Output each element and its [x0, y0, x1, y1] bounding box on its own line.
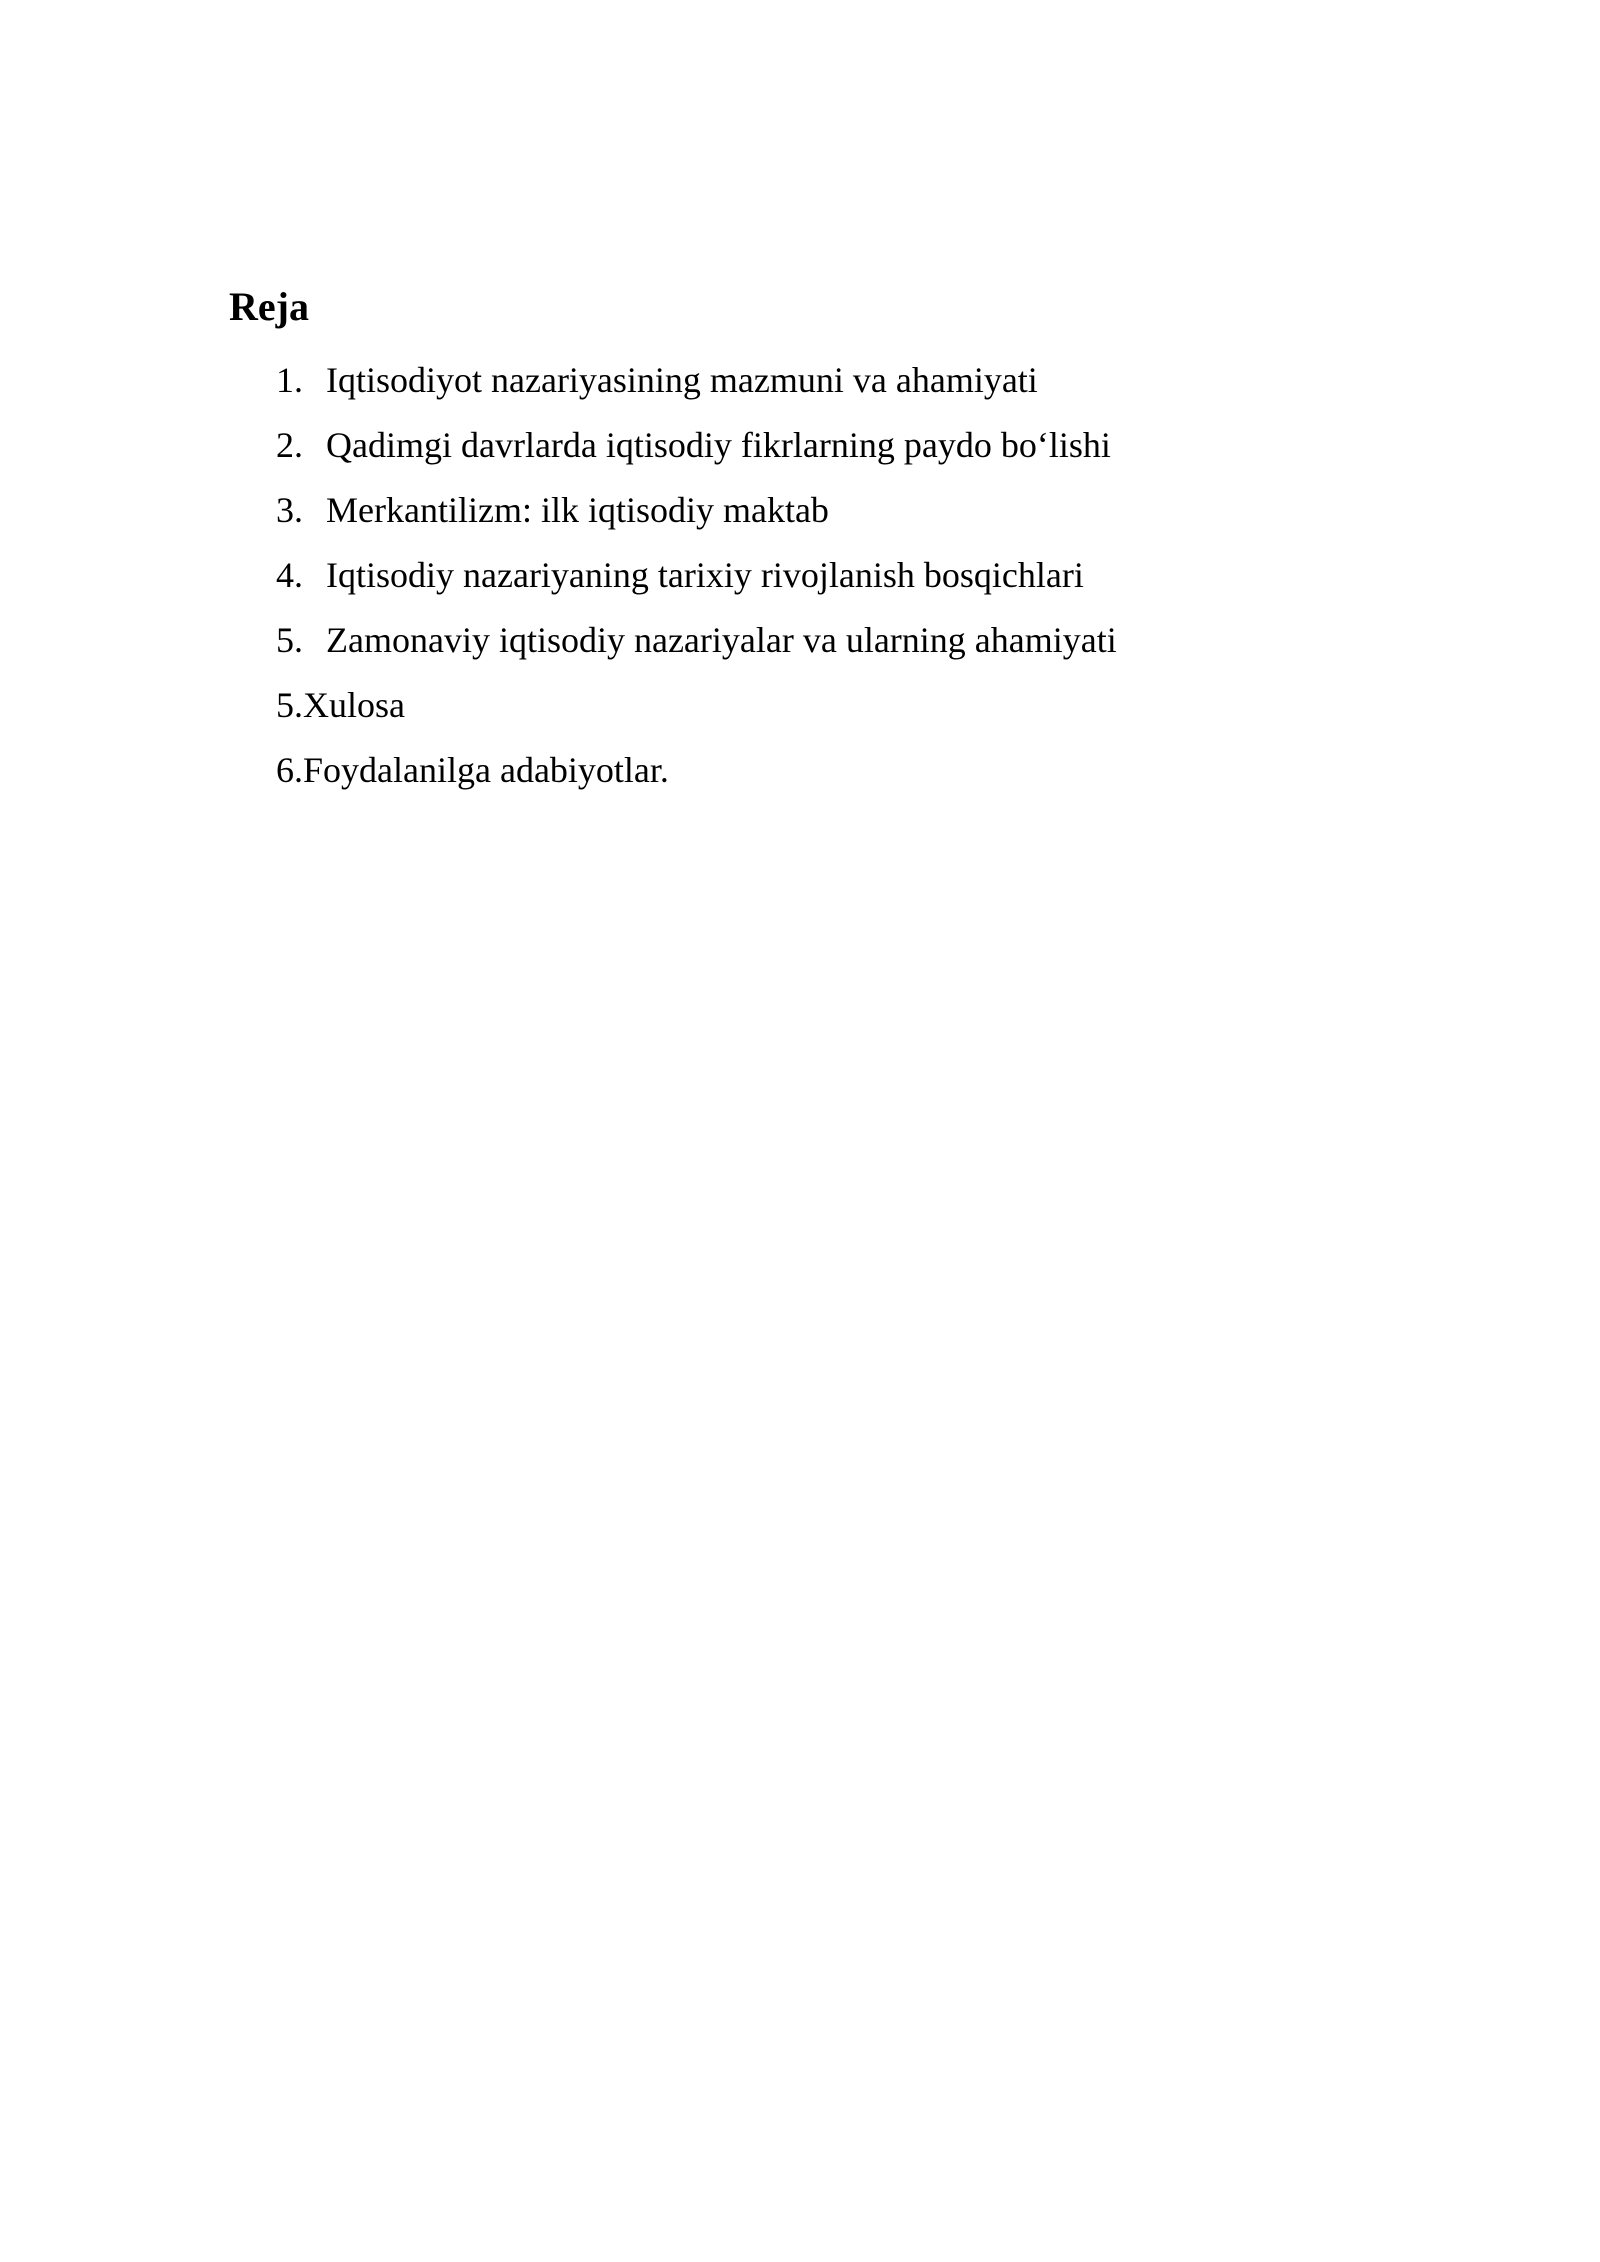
plan-list [276, 354, 1117, 679]
list-item-number: 4. [276, 555, 303, 595]
list-item [276, 354, 1117, 419]
list-item-text: Iqtisodiy nazariyaning tarixiy rivojlanish bosqichlari [326, 555, 1084, 595]
list-item-text: Zamonaviy iqtisodiy nazariyalar va ularning ahamiyati [326, 620, 1117, 660]
list-item [276, 614, 1117, 679]
list-item [276, 419, 1117, 484]
page-title: Reja [229, 284, 309, 329]
list-item [276, 484, 1117, 549]
list-item [276, 549, 1117, 614]
references-line: 6.Foydalanilga adabiyotlar. [276, 750, 669, 790]
list-item-number: 5. [276, 620, 303, 660]
list-item-text: Qadimgi davrlarda iqtisodiy fikrlarning paydo bo‘lishi [326, 425, 1111, 465]
list-item-text: Iqtisodiyot nazariyasining mazmuni va ahamiyati [326, 360, 1038, 400]
list-item-number: 2. [276, 425, 303, 465]
list-item-text: Merkantilizm: ilk iqtisodiy maktab [326, 490, 829, 530]
list-item-number: 3. [276, 490, 303, 530]
list-item-number: 1. [276, 360, 303, 400]
conclusion-line: 5.Xulosa [276, 685, 405, 725]
